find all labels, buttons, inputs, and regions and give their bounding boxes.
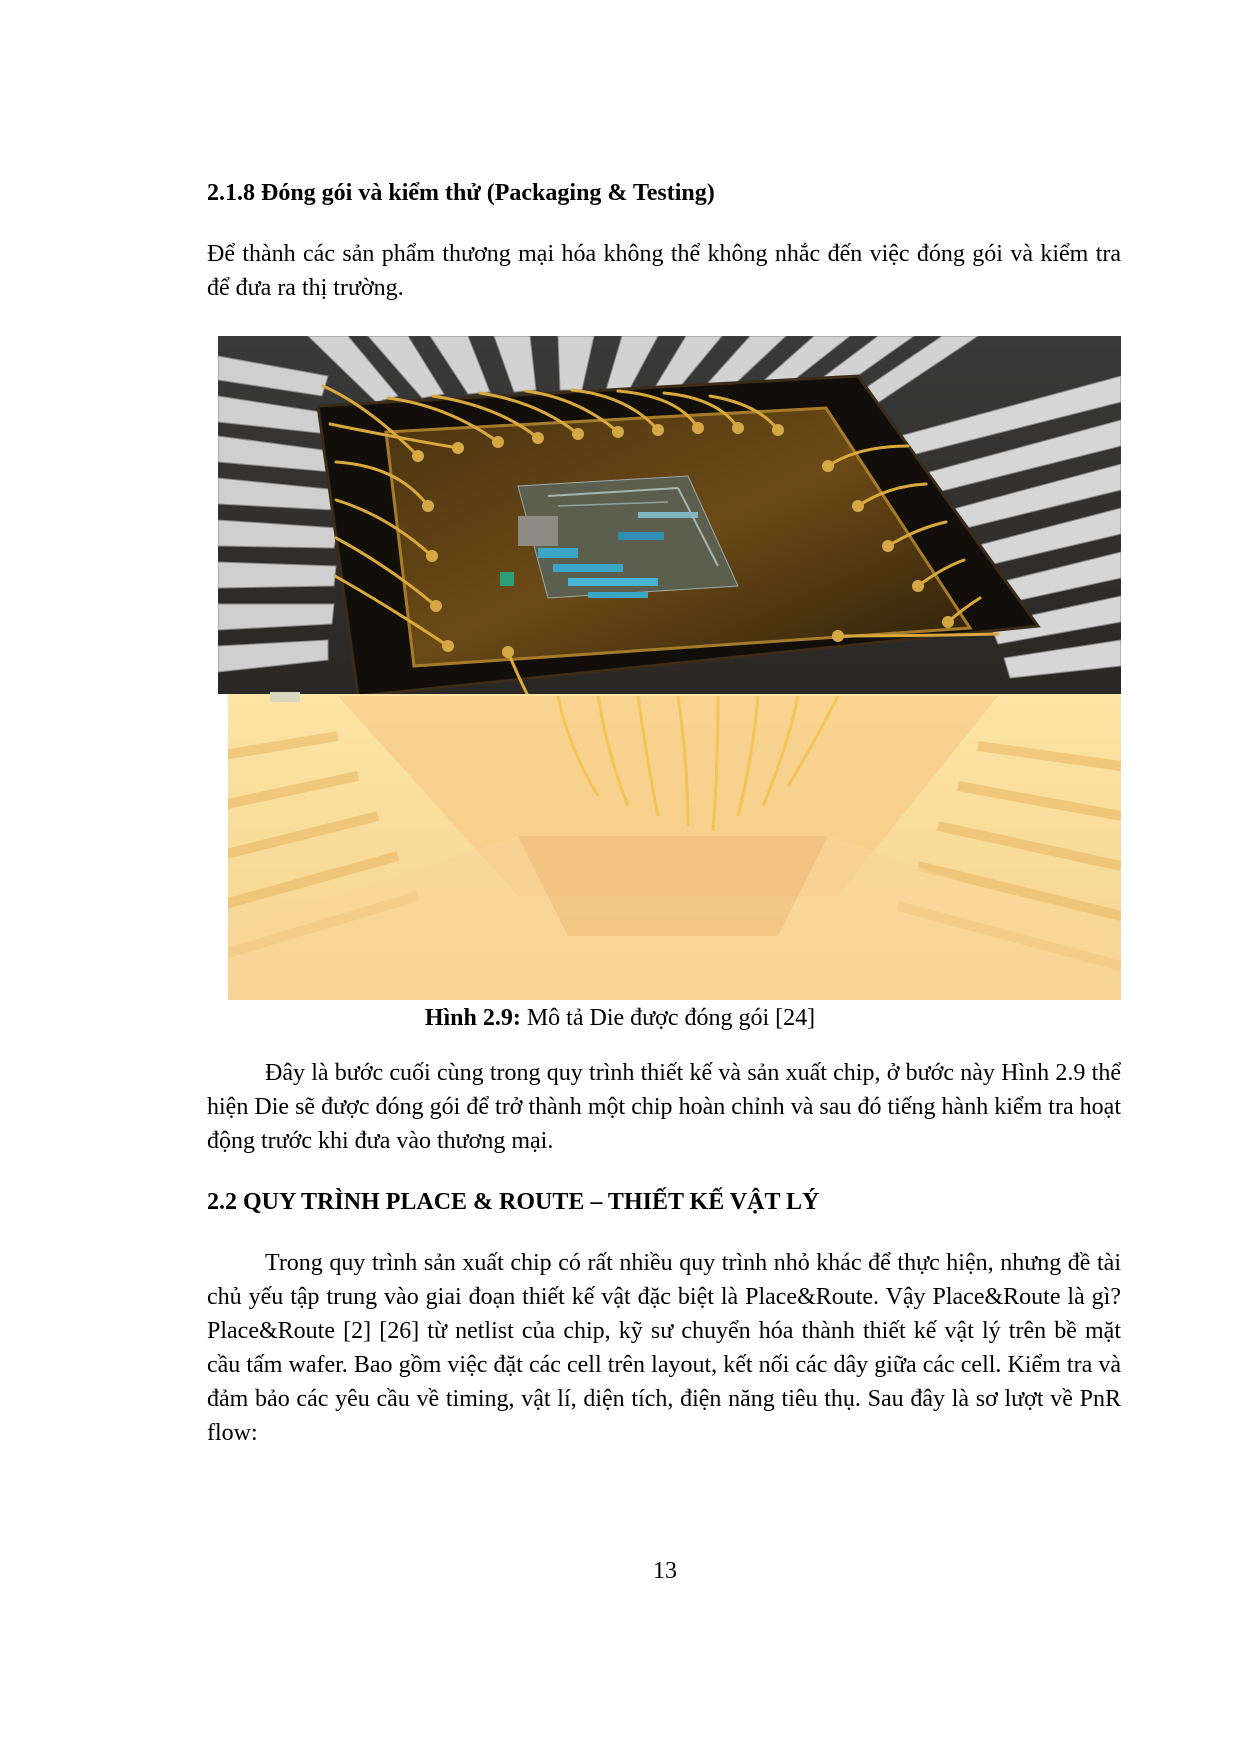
page-number: 13 — [653, 1558, 677, 1584]
packaged-die-illustration — [218, 336, 1121, 1000]
section-heading-2-1-8: 2.1.8 Đóng gói và kiểm thử (Packaging & Testing) — [207, 180, 715, 206]
place-route-paragraph: Trong quy trình sản xuất chip có rất nhiều quy trình nhỏ khác để thực hiện, nhưng đề tài chủ yếu tập trung vào giai đoạn thiết kế vật đặc biệt là Place&Route. Vậy Place&Route là gì? Place&Route [2] [26] từ netlist của chip, kỹ sư chuyển hóa thành thiết kế vật lý trên bề mặt cầu tấm wafer. Bao gồm việc đặt các cell trên layout, kết nối các dây giữa các cell. Kiểm tra và đảm bảo các yêu cầu về timing, vật lí, diện tích, điện năng tiêu thụ. Sau đây là sơ lượt về PnR flow: — [207, 1250, 1121, 1446]
figure-packaged-die-photo — [218, 336, 1121, 1000]
figure-caption — [0, 1003, 1240, 1033]
figure-caption-text: Mô tả Die được đóng gói [24] — [520, 1005, 816, 1031]
intro-paragraph: Để thành các sản phẩm thương mại hóa không thể không nhắc đến việc đóng gói và kiểm tra để đưa ra thị trường. — [207, 241, 1121, 301]
faded-photo-region — [218, 692, 1121, 1000]
section-heading-2-2: 2.2 QUY TRÌNH PLACE & ROUTE – THIẾT KẾ VẬT LÝ — [207, 1189, 820, 1215]
figure-caption-label: Hình 2.9: — [424, 1005, 521, 1031]
after-figure-paragraph: Đây là bước cuối cùng trong quy trình thiết kế và sản xuất chip, ở bước này Hình 2.9 thể hiện Die sẽ được đóng gói để trở thành một chip hoàn chỉnh và sau đó tiếng hành kiểm tra hoạt động trước khi đưa vào thương mại. — [207, 1060, 1121, 1154]
